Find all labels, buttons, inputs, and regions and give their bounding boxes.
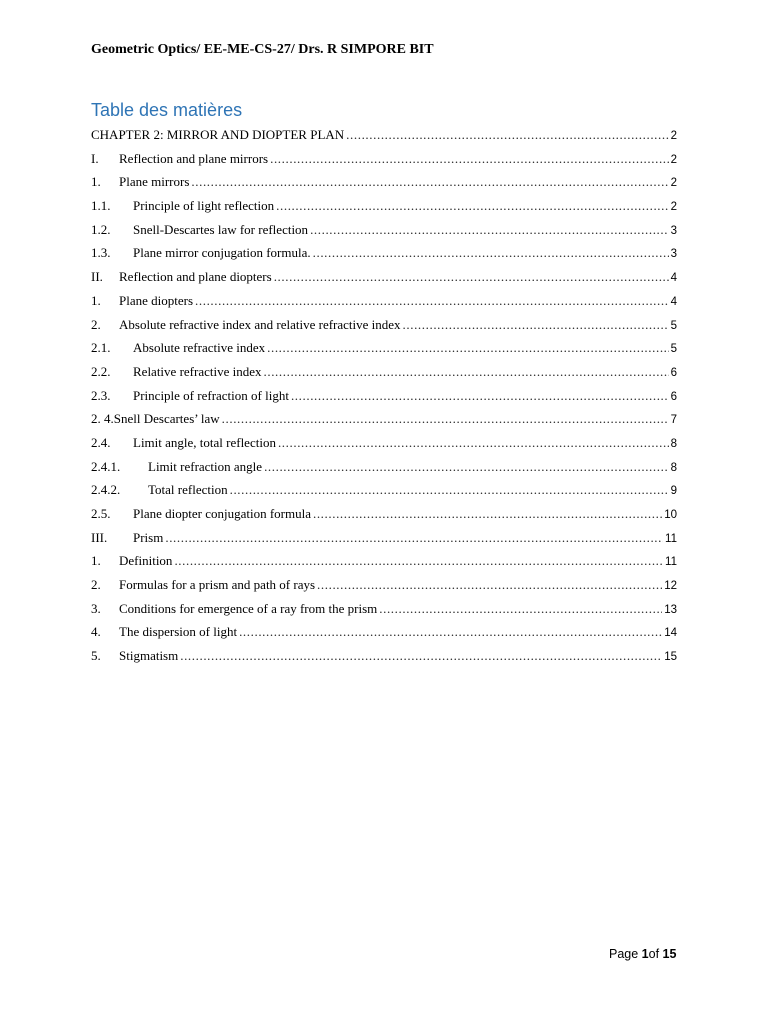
toc-entry[interactable]: [91, 123, 677, 147]
toc-dot-leader: [291, 384, 669, 408]
toc-dot-leader: [278, 431, 669, 455]
toc-entry-title: Relative refractive index: [133, 363, 262, 379]
toc-entry-title: Plane diopters: [119, 292, 194, 308]
toc-entry-number: 2.4.1.: [91, 458, 121, 474]
toc-dot-leader: [270, 147, 669, 171]
toc-entry-number: 3.: [91, 600, 101, 616]
toc-entry-number: 1.: [91, 553, 101, 569]
toc-dot-leader: [274, 265, 669, 289]
toc-entry-title: Limit refraction angle: [148, 458, 263, 474]
toc-entry[interactable]: [91, 360, 677, 384]
toc-entry-page-number: 2: [670, 153, 677, 166]
toc-entry-page-number: 12: [664, 580, 677, 593]
toc-entry-title: Total reflection: [148, 482, 228, 498]
toc-entry[interactable]: [91, 644, 677, 668]
toc-dot-leader: [317, 573, 662, 597]
toc-dot-leader: [222, 407, 669, 431]
toc-entry[interactable]: [91, 620, 677, 644]
footer-page-word: Page: [609, 947, 642, 961]
toc-entry-number: 2.: [91, 577, 101, 593]
toc-dot-leader: [180, 644, 662, 668]
toc-entry[interactable]: [91, 384, 677, 408]
toc-entry[interactable]: [91, 431, 677, 455]
footer-of-word: of: [648, 947, 663, 961]
toc-entry-page-number: 5: [670, 343, 677, 356]
toc-dot-leader: [276, 194, 668, 218]
toc-entry-title: CHAPTER 2: MIRROR AND DIOPTER PLAN: [91, 127, 345, 142]
toc-entry-page-number: 8: [670, 461, 677, 474]
toc-entry-number: 1.1.: [91, 198, 111, 214]
toc-dot-leader: [264, 455, 669, 479]
toc-entry-page-number: 4: [670, 272, 677, 285]
toc-entry[interactable]: [91, 502, 677, 526]
toc-entry[interactable]: [91, 549, 677, 573]
toc-dot-leader: [264, 360, 669, 384]
toc-entry-title: Limit angle, total reflection: [133, 434, 276, 450]
toc-entry-title: 2. 4.Snell Descartes’ law: [91, 411, 220, 427]
toc-dot-leader: [239, 620, 662, 644]
toc-entry-number: 2.4.2.: [91, 482, 121, 498]
toc-entry[interactable]: [91, 170, 677, 194]
footer-total-pages: 15: [662, 947, 677, 961]
toc-entry-page-number: 15: [664, 651, 677, 664]
toc-dot-leader: [310, 218, 669, 242]
toc-entry[interactable]: [91, 573, 677, 597]
toc-entry-title: Snell-Descartes law for reflection: [133, 221, 309, 237]
toc-entry-page-number: 6: [670, 390, 677, 403]
toc-entry-number: II.: [91, 269, 103, 285]
toc-entry-title: Absolute refractive index: [133, 340, 266, 356]
toc-dot-leader: [403, 313, 669, 337]
table-of-contents: [91, 123, 677, 668]
toc-entry-number: 4.: [91, 624, 101, 640]
toc-entry-title: Principle of refraction of light: [133, 387, 289, 403]
toc-dot-leader: [313, 241, 669, 265]
toc-entry-page-number: 14: [664, 627, 677, 640]
toc-entry-page-number: 5: [670, 319, 677, 332]
toc-dot-leader: [346, 123, 668, 147]
toc-entry-title: Reflection and plane diopters: [119, 269, 272, 285]
toc-entry[interactable]: [91, 597, 677, 621]
toc-entry[interactable]: [91, 478, 677, 502]
toc-heading: Table des matières: [91, 100, 243, 120]
toc-entry-number: I.: [91, 150, 99, 166]
toc-dot-leader: [191, 170, 668, 194]
toc-dot-leader: [267, 336, 668, 360]
toc-entry-page-number: 2: [670, 201, 677, 214]
toc-entry-number: 2.1.: [91, 340, 111, 356]
toc-entry[interactable]: [91, 455, 677, 479]
toc-entry-title: Plane mirrors: [119, 174, 190, 190]
toc-entry-number: 1.2.: [91, 221, 111, 237]
toc-entry-page-number: 8: [670, 437, 677, 450]
toc-entry-number: 1.: [91, 174, 101, 190]
toc-entry[interactable]: [91, 289, 677, 313]
toc-entry[interactable]: [91, 147, 677, 171]
toc-entry-title: Reflection and plane mirrors: [119, 150, 269, 166]
page-header: Geometric Optics/ EE-ME-CS-27/ Drs. R SIMPORE BIT: [91, 42, 434, 57]
toc-entry-number: III.: [91, 529, 108, 545]
toc-entry-page-number: 11: [665, 556, 677, 569]
toc-entry-number: 2.5.: [91, 506, 111, 521]
toc-dot-leader: [195, 289, 669, 313]
toc-entry-number: 2.4.: [91, 434, 111, 450]
toc-entry-title: Prism: [133, 529, 164, 545]
toc-entry-page-number: 3: [670, 248, 677, 261]
toc-entry[interactable]: [91, 407, 677, 431]
footer-current-page: 1: [641, 947, 649, 961]
toc-dot-leader: [165, 526, 663, 550]
toc-entry-number: 5.: [91, 648, 101, 664]
toc-entry-number: 1.3.: [91, 245, 111, 261]
toc-entry-page-number: 11: [665, 532, 677, 545]
toc-entry-title: Conditions for emergence of a ray from the prism: [119, 600, 378, 616]
toc-entry-title: Absolute refractive index and relative refractive index: [119, 316, 401, 332]
toc-entry[interactable]: [91, 218, 677, 242]
toc-entry-number: 2.2.: [91, 363, 111, 379]
toc-entry-page-number: 2: [670, 130, 677, 142]
toc-entry-number: 2.: [91, 316, 101, 332]
toc-dot-leader: [379, 597, 662, 621]
toc-dot-leader: [230, 478, 669, 502]
toc-dot-leader: [313, 502, 662, 526]
toc-entry-title: Plane mirror conjugation formula.: [133, 245, 311, 261]
toc-entry-page-number: 13: [664, 603, 677, 616]
toc-entry[interactable]: [91, 526, 677, 550]
toc-entry[interactable]: [91, 241, 677, 265]
toc-entry-title: Formulas for a prism and path of rays: [119, 577, 316, 593]
toc-entry-page-number: 7: [670, 414, 677, 427]
page-footer: [609, 947, 676, 961]
toc-entry-page-number: 10: [664, 509, 677, 521]
toc-entry-number: 2.3.: [91, 387, 111, 403]
toc-entry-page-number: 4: [670, 295, 677, 308]
toc-entry-title: Plane diopter conjugation formula: [133, 506, 311, 521]
toc-entry[interactable]: [91, 194, 677, 218]
toc-entry-page-number: 6: [670, 366, 677, 379]
toc-entry[interactable]: [91, 336, 677, 360]
toc-entry[interactable]: [91, 265, 677, 289]
toc-entry-title: Stigmatism: [119, 648, 179, 664]
toc-dot-leader: [174, 549, 663, 573]
toc-entry-number: 1.: [91, 292, 101, 308]
toc-entry-page-number: 9: [670, 485, 677, 498]
toc-entry-title: The dispersion of light: [119, 624, 238, 640]
toc-entry-page-number: 3: [670, 224, 677, 237]
toc-entry-page-number: 2: [670, 177, 677, 190]
toc-entry-title: Principle of light reflection: [133, 198, 275, 214]
toc-entry[interactable]: [91, 313, 677, 337]
toc-entry-title: Definition: [119, 553, 173, 569]
